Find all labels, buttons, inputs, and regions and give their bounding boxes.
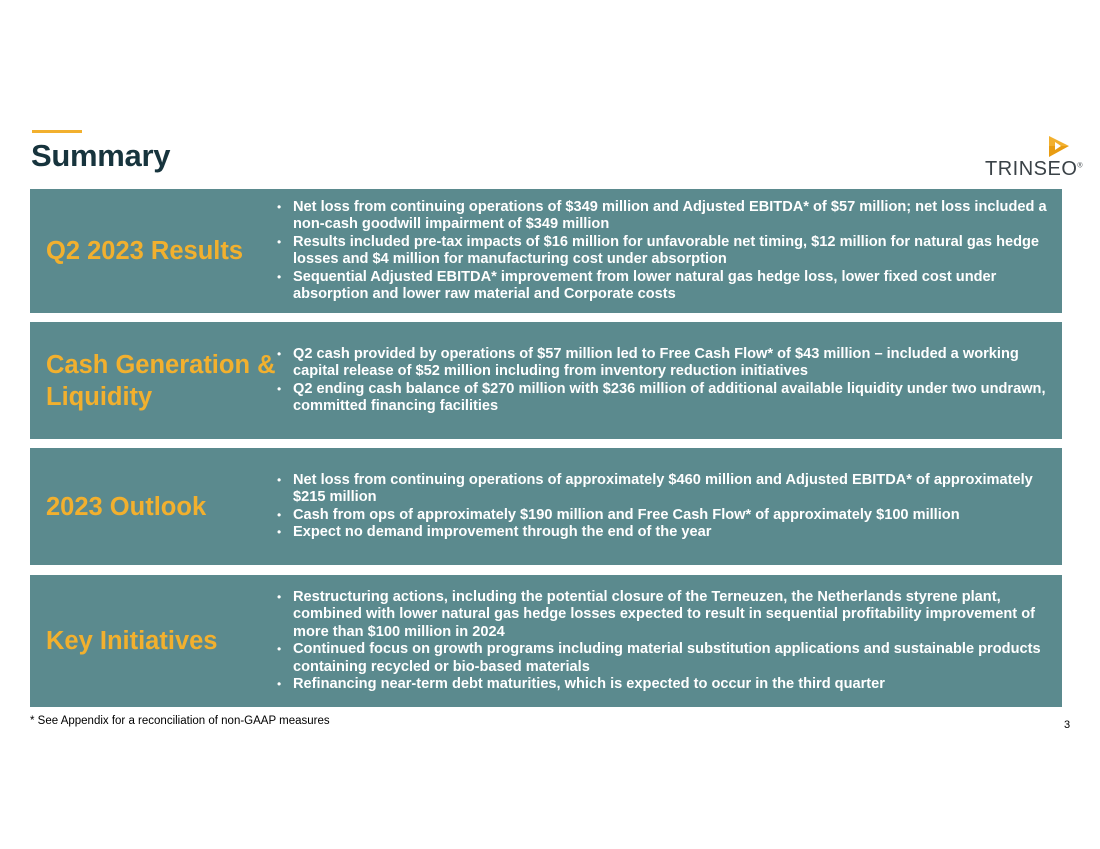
logo-registered-mark: ® <box>1077 162 1084 170</box>
bullet-item: • Q2 ending cash balance of $270 million with $236 million of additional available liquidity under two undrawn, committed financing facilities <box>275 381 1048 416</box>
bullet-item: • Refinancing near-term debt maturities, which is expected to occur in the third quarter <box>275 676 1048 694</box>
section-bullet-list <box>275 575 1048 707</box>
bullet-item: • Expect no demand improvement through the end of the year <box>275 524 1048 542</box>
logo-text: TRINSEO® <box>985 158 1084 180</box>
section-cash-generation <box>30 322 1062 439</box>
page-number: 3 <box>1064 719 1071 731</box>
bullet-item: • Continued focus on growth programs including material substitution applications and sustainable products containing recycled or bio-based materials <box>275 641 1048 676</box>
bullet-item: • Q2 cash provided by operations of $57 million led to Free Cash Flow* of $43 million – included a working capital release of $52 million including from inventory reduction initiatives <box>275 346 1048 381</box>
section-key-initiatives <box>30 575 1062 707</box>
footnote: * See Appendix for a reconciliation of non-GAAP measures <box>30 715 330 727</box>
section-bullet-list <box>275 448 1048 565</box>
trinseo-logo <box>983 136 1084 182</box>
trinseo-arrow-icon <box>1047 136 1071 158</box>
bullet-item: • Net loss from continuing operations of approximately $460 million and Adjusted EBITDA* of approximately $215 million <box>275 472 1048 507</box>
section-heading: Key Initiatives <box>46 627 218 655</box>
bullet-item: • Net loss from continuing operations of $349 million and Adjusted EBITDA* of $57 million; net loss included a non-cash goodwill impairment of $349 million <box>275 199 1048 234</box>
section-bullet-list <box>275 189 1048 313</box>
section-bullet-list <box>275 322 1048 439</box>
page-title: Summary <box>31 138 171 173</box>
title-accent-line <box>32 130 82 133</box>
section-heading: Q2 2023 Results <box>46 237 244 265</box>
bullet-item: • Results included pre-tax impacts of $16 million for unfavorable net timing, $12 million for natural gas hedge losses and $4 million for manufacturing cost under absorption <box>275 234 1048 269</box>
section-q2-results <box>30 189 1062 313</box>
section-heading: Cash Generation & Liquidity <box>46 350 276 411</box>
section-2023-outlook <box>30 448 1062 565</box>
bullet-item: • Sequential Adjusted EBITDA* improvement from lower natural gas hedge loss, lower fixed cost under absorption and lower raw material and Corporate costs <box>275 269 1048 304</box>
bullet-item: • Restructuring actions, including the potential closure of the Terneuzen, the Netherlands styrene plant, combined with lower natural gas hedge losses expected to result in sequential profitability improvement of more than $100 million in 2024 <box>275 589 1048 642</box>
bullet-item: • Cash from ops of approximately $190 million and Free Cash Flow* of approximately $100 million <box>275 507 1048 525</box>
section-heading: 2023 Outlook <box>46 492 207 521</box>
